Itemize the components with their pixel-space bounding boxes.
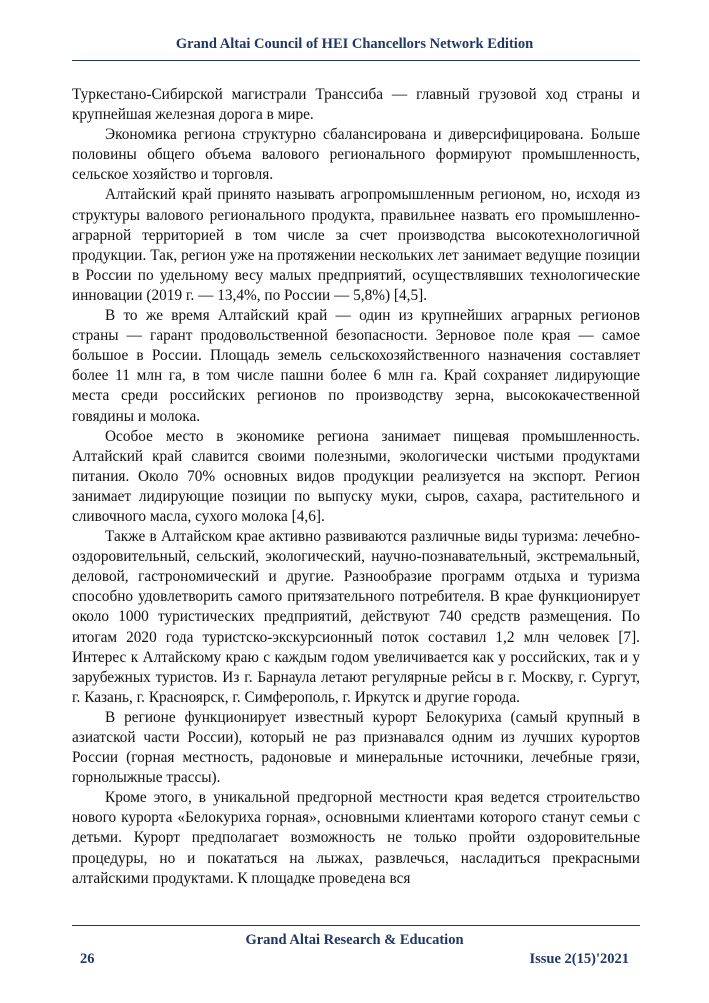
article-body: [72, 85, 640, 889]
paragraph-5: Особое место в экономике региона занимает пищевая промышленность. Алтайский край славится своими полезными, экологически чистыми продуктами питания. Около 70% основных видов продукции реализуется на экспорт. Регион занимает лидирующие позиции по выпуску муки, сыров, сахара, растительного и сливочного масла, сухого молока [4,6].: [72, 427, 640, 525]
header-divider: [72, 60, 640, 61]
paragraph-8: Кроме этого, в уникальной предгорной местности края ведется строительство нового курорта «Белокуриха горная», основными клиентами которого станут семьи с детьми. Курорт предполагает возможность не только пройти оздоровительные процедуры, но и покататься на лыжах, развлечься, насладиться прекрасными алтайскими продуктами. К площадке проведена вся: [72, 789, 640, 887]
footer-divider: [72, 925, 640, 926]
header-title: Grand Altai Council of HEI Chancellors Network Edition: [175, 36, 534, 52]
page-number: 26: [80, 951, 95, 967]
paragraph-7: В регионе функционирует известный курорт Белокуриха (самый крупный в азиатской части России), который не раз признавался одним из лучших курортов России (горная местность, радоновые и минеральные источники, лечебные грязи, горнолыжные трассы).: [72, 708, 640, 787]
paragraph-6: Также в Алтайском крае активно развиваются различные виды туризма: лечебно-оздоровительный, сельский, экологический, научно-познавательный, экстремальный, деловой, гастрономический и другие. Разнообразие программ отдыха и туризма способно удовлетворить самого притязательного потребителя. В крае функционирует около 1000 туристических предприятий, действуют 740 средств размещения. По итогам 2020 года туристско-экскурсионный поток составил 1,2 млн человек [7]. Интерес к Алтайскому краю с каждым годом увеличивается как у российских, так и у зарубежных туристов. Из г. Барнаула летают регулярные рейсы в г. Москву, г. Сургут, г. Казань, г. Красноярск, г. Симферополь, г. Иркутск и другие города.: [72, 528, 640, 706]
paragraph-3: Алтайский край принято называть агропромышленным регионом, но, исходя из структуры валового регионального продукта, правильнее назвать его промышленно-аграрной территорией в том числе за счет производства высокотехнологичной продукции. Так, регион уже на протяжении нескольких лет занимает ведущие позиции в России по удельному весу малых предприятий, осуществлявших технологические инновации (2019 г. — 13,4%, по России — 5,8%) [4,5].: [72, 186, 640, 304]
issue-label: Issue 2(15)'2021: [529, 951, 629, 967]
footer-journal-title: Grand Altai Research & Education: [245, 932, 464, 948]
paragraph-4: В то же время Алтайский край — один из крупнейших аграрных регионов страны — гарант продовольственной безопасности. Зерновое поле края — самое большое в России. Площадь земель сельскохозяйственного назначения составляет более 11 млн га, в том числе пашни более 6 млн га. Край сохраняет лидирующие места среди российских регионов по производству зерна, высококачественной говядины и молока.: [72, 307, 640, 425]
paragraph-2: Экономика региона структурно сбалансирована и диверсифицирована. Больше половины общего объема валового регионального формируют промышленность, сельское хозяйство и торговля.: [72, 126, 640, 184]
paragraph-1: Туркестано-Сибирской магистрали Транссиба — главный грузовой ход страны и крупнейшая железная дорога в мире.: [72, 86, 640, 124]
